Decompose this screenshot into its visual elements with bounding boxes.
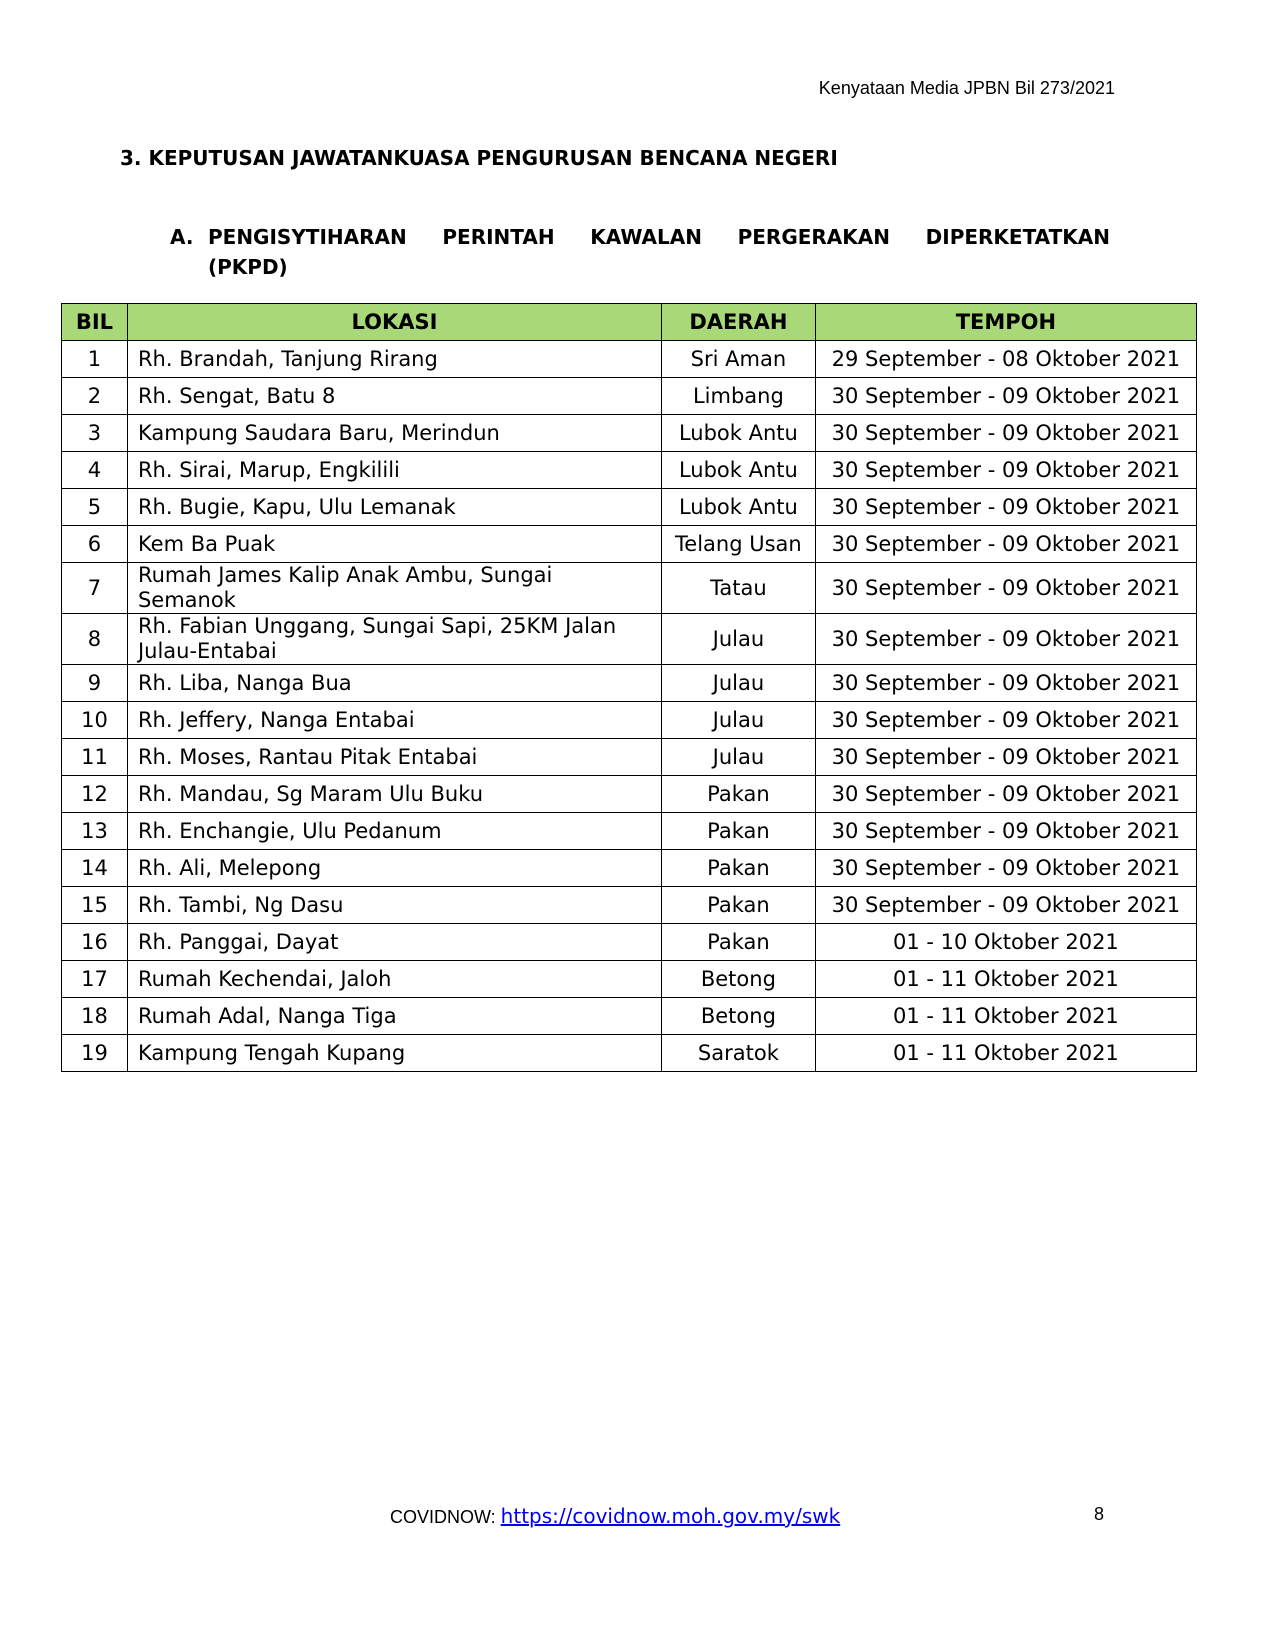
cell-bil: 11 bbox=[62, 739, 128, 776]
cell-lokasi: Rh. Ali, Melepong bbox=[127, 850, 661, 887]
table-row bbox=[62, 850, 1197, 887]
cell-bil: 14 bbox=[62, 850, 128, 887]
cell-tempoh: 30 September - 09 Oktober 2021 bbox=[815, 452, 1196, 489]
cell-tempoh: 30 September - 09 Oktober 2021 bbox=[815, 614, 1196, 665]
cell-daerah: Julau bbox=[662, 614, 816, 665]
cell-tempoh: 30 September - 09 Oktober 2021 bbox=[815, 850, 1196, 887]
cell-bil: 10 bbox=[62, 702, 128, 739]
cell-lokasi: Rh. Sirai, Marup, Engkilili bbox=[127, 452, 661, 489]
cell-bil: 19 bbox=[62, 1035, 128, 1072]
cell-tempoh: 30 September - 09 Oktober 2021 bbox=[815, 665, 1196, 702]
table-row bbox=[62, 924, 1197, 961]
footer-source bbox=[390, 1504, 840, 1528]
cell-daerah: Lubok Antu bbox=[662, 415, 816, 452]
header-daerah: DAERAH bbox=[662, 304, 816, 341]
cell-lokasi: Rh. Liba, Nanga Bua bbox=[127, 665, 661, 702]
cell-bil: 7 bbox=[62, 563, 128, 614]
cell-daerah: Lubok Antu bbox=[662, 452, 816, 489]
footer-source-label: COVIDNOW: bbox=[390, 1507, 501, 1527]
cell-lokasi: Rh. Moses, Rantau Pitak Entabai bbox=[127, 739, 661, 776]
cell-bil: 9 bbox=[62, 665, 128, 702]
cell-daerah: Pakan bbox=[662, 924, 816, 961]
cell-lokasi: Kampung Saudara Baru, Merindun bbox=[127, 415, 661, 452]
table-row bbox=[62, 998, 1197, 1035]
table-row bbox=[62, 702, 1197, 739]
table-row bbox=[62, 452, 1197, 489]
cell-tempoh: 01 - 11 Oktober 2021 bbox=[815, 998, 1196, 1035]
cell-bil: 5 bbox=[62, 489, 128, 526]
cell-daerah: Betong bbox=[662, 998, 816, 1035]
cell-tempoh: 30 September - 09 Oktober 2021 bbox=[815, 526, 1196, 563]
cell-daerah: Julau bbox=[662, 739, 816, 776]
cell-bil: 16 bbox=[62, 924, 128, 961]
cell-daerah: Telang Usan bbox=[662, 526, 816, 563]
cell-bil: 18 bbox=[62, 998, 128, 1035]
cell-bil: 8 bbox=[62, 614, 128, 665]
cell-lokasi: Kampung Tengah Kupang bbox=[127, 1035, 661, 1072]
cell-lokasi: Rumah James Kalip Anak Ambu, Sungai Semanok bbox=[127, 563, 661, 614]
cell-lokasi: Rh. Mandau, Sg Maram Ulu Buku bbox=[127, 776, 661, 813]
cell-daerah: Sri Aman bbox=[662, 341, 816, 378]
subsection-letter: A. bbox=[170, 225, 194, 249]
cell-lokasi: Rh. Brandah, Tanjung Rirang bbox=[127, 341, 661, 378]
subsection-title-line2: (PKPD) bbox=[208, 255, 288, 279]
cell-lokasi: Rh. Enchangie, Ulu Pedanum bbox=[127, 813, 661, 850]
cell-lokasi: Rh. Fabian Unggang, Sungai Sapi, 25KM Jalan Julau-Entabai bbox=[127, 614, 661, 665]
table-row bbox=[62, 489, 1197, 526]
table-header-row bbox=[62, 304, 1197, 341]
cell-bil: 3 bbox=[62, 415, 128, 452]
cell-tempoh: 30 September - 09 Oktober 2021 bbox=[815, 489, 1196, 526]
cell-bil: 17 bbox=[62, 961, 128, 998]
cell-tempoh: 01 - 11 Oktober 2021 bbox=[815, 961, 1196, 998]
table-row bbox=[62, 665, 1197, 702]
cell-lokasi: Rumah Adal, Nanga Tiga bbox=[127, 998, 661, 1035]
cell-daerah: Limbang bbox=[662, 378, 816, 415]
header-bil: BIL bbox=[62, 304, 128, 341]
cell-bil: 4 bbox=[62, 452, 128, 489]
cell-tempoh: 30 September - 09 Oktober 2021 bbox=[815, 378, 1196, 415]
document-reference: Kenyataan Media JPBN Bil 273/2021 bbox=[818, 78, 1115, 98]
covidnow-link[interactable]: https://covidnow.moh.gov.my/swk bbox=[500, 1504, 841, 1528]
table-row bbox=[62, 1035, 1197, 1072]
cell-tempoh: 01 - 10 Oktober 2021 bbox=[815, 924, 1196, 961]
cell-tempoh: 30 September - 09 Oktober 2021 bbox=[815, 702, 1196, 739]
subsection-heading bbox=[170, 222, 1110, 282]
cell-bil: 1 bbox=[62, 341, 128, 378]
table-row bbox=[62, 961, 1197, 998]
cell-lokasi: Rumah Kechendai, Jaloh bbox=[127, 961, 661, 998]
section-title: 3. KEPUTUSAN JAWATANKUASA PENGURUSAN BENCANA NEGERI bbox=[120, 146, 838, 170]
subsection-word: PERGERAKAN bbox=[737, 225, 891, 249]
cell-lokasi: Rh. Tambi, Ng Dasu bbox=[127, 887, 661, 924]
subsection-word: KAWALAN bbox=[590, 225, 702, 249]
cell-bil: 13 bbox=[62, 813, 128, 850]
page-number: 8 bbox=[1094, 1504, 1105, 1524]
cell-tempoh: 30 September - 09 Oktober 2021 bbox=[815, 776, 1196, 813]
cell-tempoh: 30 September - 09 Oktober 2021 bbox=[815, 887, 1196, 924]
table-row bbox=[62, 415, 1197, 452]
header-lokasi: LOKASI bbox=[127, 304, 661, 341]
cell-daerah: Pakan bbox=[662, 850, 816, 887]
subsection-word: PENGISYTIHARAN bbox=[208, 225, 407, 249]
cell-lokasi: Rh. Sengat, Batu 8 bbox=[127, 378, 661, 415]
pkpd-table bbox=[61, 303, 1197, 1072]
table-row bbox=[62, 341, 1197, 378]
cell-lokasi: Rh. Panggai, Dayat bbox=[127, 924, 661, 961]
table-row bbox=[62, 378, 1197, 415]
subsection-title-line1 bbox=[208, 222, 1110, 252]
header-tempoh: TEMPOH bbox=[815, 304, 1196, 341]
subsection-word: PERINTAH bbox=[442, 225, 555, 249]
cell-daerah: Julau bbox=[662, 665, 816, 702]
cell-bil: 2 bbox=[62, 378, 128, 415]
cell-daerah: Saratok bbox=[662, 1035, 816, 1072]
table-row bbox=[62, 563, 1197, 614]
cell-daerah: Betong bbox=[662, 961, 816, 998]
cell-daerah: Pakan bbox=[662, 813, 816, 850]
cell-daerah: Tatau bbox=[662, 563, 816, 614]
table-row bbox=[62, 526, 1197, 563]
cell-bil: 12 bbox=[62, 776, 128, 813]
cell-tempoh: 30 September - 09 Oktober 2021 bbox=[815, 813, 1196, 850]
cell-lokasi: Rh. Bugie, Kapu, Ulu Lemanak bbox=[127, 489, 661, 526]
cell-tempoh: 30 September - 09 Oktober 2021 bbox=[815, 415, 1196, 452]
table-row bbox=[62, 614, 1197, 665]
table-row bbox=[62, 887, 1197, 924]
cell-tempoh: 30 September - 09 Oktober 2021 bbox=[815, 563, 1196, 614]
cell-daerah: Lubok Antu bbox=[662, 489, 816, 526]
cell-daerah: Julau bbox=[662, 702, 816, 739]
cell-bil: 15 bbox=[62, 887, 128, 924]
cell-bil: 6 bbox=[62, 526, 128, 563]
cell-tempoh: 01 - 11 Oktober 2021 bbox=[815, 1035, 1196, 1072]
subsection-word: DIPERKETATKAN bbox=[925, 225, 1110, 249]
cell-lokasi: Kem Ba Puak bbox=[127, 526, 661, 563]
cell-tempoh: 30 September - 09 Oktober 2021 bbox=[815, 739, 1196, 776]
cell-lokasi: Rh. Jeffery, Nanga Entabai bbox=[127, 702, 661, 739]
table-row bbox=[62, 776, 1197, 813]
cell-tempoh: 29 September - 08 Oktober 2021 bbox=[815, 341, 1196, 378]
cell-daerah: Pakan bbox=[662, 887, 816, 924]
cell-daerah: Pakan bbox=[662, 776, 816, 813]
table-row bbox=[62, 739, 1197, 776]
table-row bbox=[62, 813, 1197, 850]
